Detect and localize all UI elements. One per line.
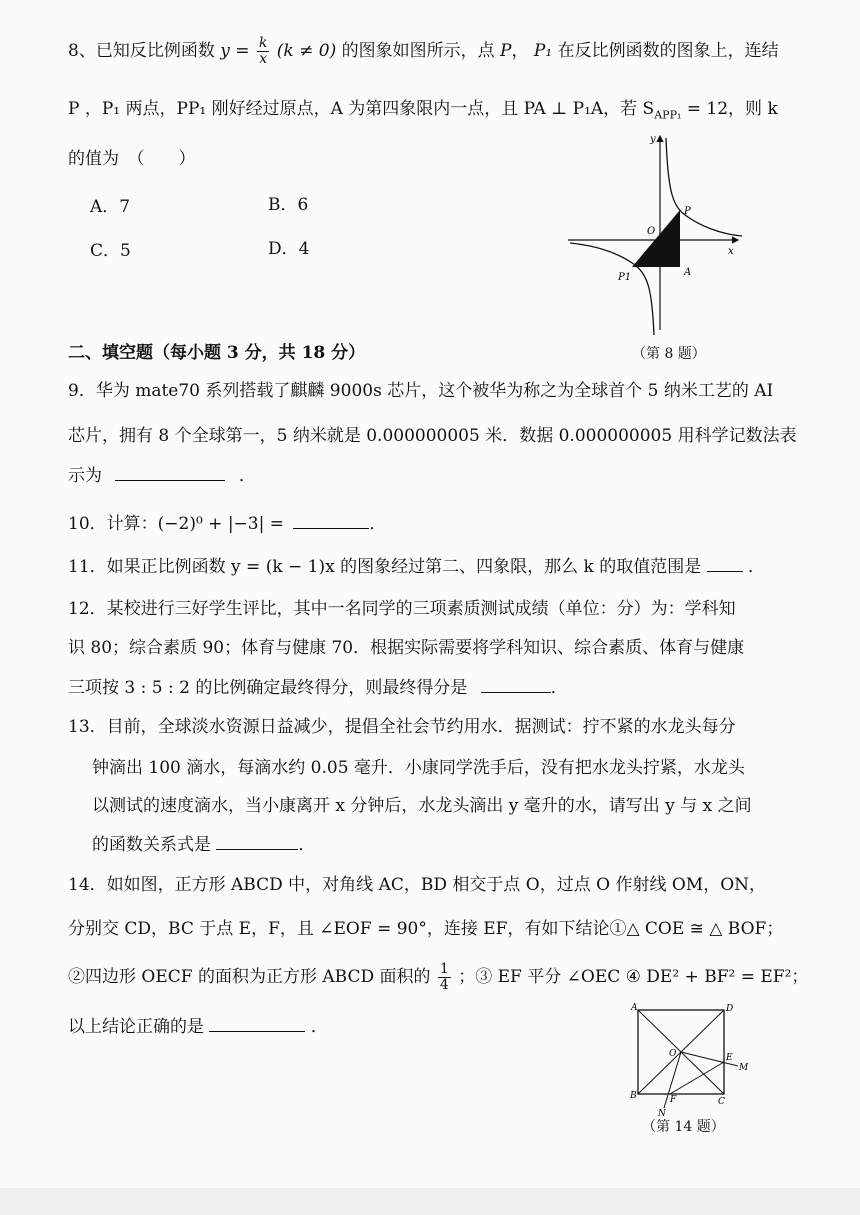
label-p1: P1 xyxy=(618,272,632,283)
section-heading: 二、填空题（每小题 3 分，共 18 分） xyxy=(68,343,366,363)
q8-text: 在反比例函数的图象上，连结 xyxy=(557,41,779,61)
label-o: O xyxy=(669,1049,677,1059)
q12-end: ． xyxy=(550,678,568,698)
q12-line2: 识 80；综合素质 90；体育与健康 70．根据实际需要将学科知识、综合素质、体育与健康 xyxy=(68,638,745,658)
q8-formula: y = xyxy=(220,41,250,61)
answer-blank[interactable] xyxy=(293,512,369,529)
q10-text: 10．计算：(−2)⁰ + |−3| = xyxy=(68,514,284,534)
label-b: B xyxy=(630,1091,637,1101)
q9-text: 示为 xyxy=(68,466,102,486)
label-c: C xyxy=(718,1097,725,1107)
label-x: x xyxy=(728,246,734,257)
q14-caption: （第 14 题） xyxy=(642,1119,725,1135)
frac-denominator: x xyxy=(259,51,268,67)
q14-line1: 14．如如图，正方形 ABCD 中，对角线 AC，BD 相交于点 O，过点 O 作射线 OM，ON， xyxy=(68,875,767,895)
q8-line1 xyxy=(68,36,779,67)
q8-subscript: APP₁ xyxy=(654,108,682,122)
option-c: C．5 xyxy=(90,241,131,261)
q13-text: 的函数关系式是 xyxy=(92,835,211,855)
q14-text: ；③ EF 平分 ∠OEC ④ DE² + BF² = EF²； xyxy=(458,967,809,987)
label-m: M xyxy=(739,1063,749,1073)
q8-text: 8、已知反比例函数 xyxy=(68,41,215,61)
frac-numerator: 1 xyxy=(439,961,449,977)
q14-text: 以上结论正确的是 xyxy=(68,1017,204,1037)
answer-blank[interactable] xyxy=(115,464,225,481)
q9-line3 xyxy=(68,464,256,487)
answer-blank[interactable] xyxy=(216,833,298,850)
segment-ef xyxy=(670,1062,724,1094)
q12-text: 三项按 3 : 5 : 2 的比例确定最终得分，则最终得分是 xyxy=(68,678,468,698)
q8-text: = 12，则 k xyxy=(681,99,778,119)
q12-line1: 12．某校进行三好学生评比，其中一名同学的三项素质测试成绩（单位：分）为：学科知 xyxy=(68,599,736,619)
q14-end: ． xyxy=(310,1017,328,1037)
q8-text: 的图象如图所示，点 xyxy=(341,41,495,61)
q14-text: ②四边形 OECF 的面积为正方形 ABCD 面积的 xyxy=(68,967,431,987)
label-f: F xyxy=(670,1095,677,1105)
q10-line xyxy=(68,512,386,535)
q14-fraction xyxy=(438,962,451,993)
option-b: B．6 xyxy=(268,195,309,215)
q8-fraction xyxy=(257,36,269,67)
label-a: A xyxy=(631,1003,638,1013)
q14-figure xyxy=(622,1000,762,1118)
q12-line3 xyxy=(68,676,568,699)
q10-end: ． xyxy=(369,514,387,534)
q9-end: ． xyxy=(238,466,256,486)
q14-line3 xyxy=(68,962,808,993)
q13-line1: 13．目前，全球淡水资源日益减少，提倡全社会节约用水．据测试：拧不紧的水龙头每分 xyxy=(68,717,736,737)
option-d: D．4 xyxy=(268,239,310,259)
q8-point: P xyxy=(500,41,512,61)
label-p: P xyxy=(684,206,691,217)
frac-numerator: k xyxy=(258,35,268,51)
label-a: A xyxy=(684,267,692,278)
q14-line2: 分别交 CD，BC 于点 E，F，且 ∠EOF = 90°，连接 EF，有如下结论①△ COE ≅ △ BOF； xyxy=(68,919,784,939)
label-origin: O xyxy=(647,226,656,237)
label-n: N xyxy=(658,1109,666,1118)
option-a: A．7 xyxy=(90,197,131,217)
label-y: y xyxy=(650,134,656,145)
q9-line1: 9．华为 mate70 系列搭载了麒麟 9000s 芯片，这个被华为称之为全球首个 5 纳米工艺的 AI xyxy=(68,381,774,401)
q8-sep: ， xyxy=(511,41,529,61)
q8-caption: （第 8 题） xyxy=(632,346,706,362)
q9-line2: 芯片，拥有 8 个全球第一，5 纳米就是 0.000000005 米．数据 0.000000005 用科学记数法表 xyxy=(68,426,797,446)
q13-line2: 钟滴出 100 滴水，每滴水约 0.05 毫升．小康同学洗手后，没有把水龙头拧紧，水龙头 xyxy=(92,758,745,778)
q8-figure xyxy=(560,130,750,340)
q11-text: 11．如果正比例函数 y = (k − 1)x 的图象经过第二、四象限，那么 k 的取值范围是 xyxy=(68,557,702,577)
q13-end: ． xyxy=(298,835,316,855)
q13-line4 xyxy=(92,833,315,856)
label-e: E xyxy=(726,1053,733,1063)
answer-blank[interactable] xyxy=(481,676,551,693)
q8-text: P ，P₁ 两点，PP₁ 刚好经过原点，A 为第四象限内一点，且 PA ⊥ P₁A，若 S xyxy=(68,99,655,119)
q8-line3: 的值为 （ ） xyxy=(68,149,196,169)
q8-point: P₁ xyxy=(533,41,553,61)
page-bottom-band xyxy=(0,1188,860,1215)
label-d: D xyxy=(726,1004,734,1014)
q14-line4 xyxy=(68,1015,328,1038)
q11-line xyxy=(68,555,765,578)
answer-blank[interactable] xyxy=(707,555,743,572)
triangle-app1 xyxy=(632,210,680,267)
q8-line2 xyxy=(68,98,778,126)
q8-condition: (k ≠ 0) xyxy=(276,41,337,61)
q11-end: ． xyxy=(748,557,766,577)
answer-blank[interactable] xyxy=(209,1015,305,1032)
frac-denominator: 4 xyxy=(439,977,449,993)
q13-line3: 以测试的速度滴水，当小康离开 x 分钟后，水龙头滴出 y 毫升的水，请写出 y 与 x 之间 xyxy=(92,796,752,816)
